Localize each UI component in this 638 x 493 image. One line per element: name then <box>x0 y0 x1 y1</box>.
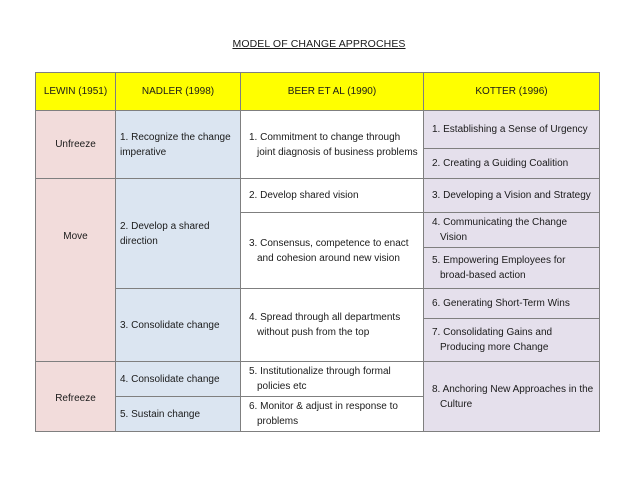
kotter-step-8-label: 8. Anchoring New Approaches in the Culture <box>432 383 594 410</box>
nadler-step-3-label: 3. Consolidate change <box>120 319 220 331</box>
change-models-table <box>35 72 600 432</box>
beer-step-1 <box>241 111 424 179</box>
nadler-step-1 <box>116 111 241 179</box>
nadler-step-2 <box>116 179 241 289</box>
beer-step-6 <box>241 397 424 432</box>
nadler-step-5-label: 5. Sustain change <box>120 408 201 420</box>
kotter-step-5 <box>424 248 600 289</box>
beer-step-1-label: 1. Commitment to change through joint diagnosis of business problems <box>249 131 418 158</box>
kotter-step-1-label: 1. Establishing a Sense of Urgency <box>432 124 588 135</box>
header-lewin: LEWIN (1951) <box>36 73 116 111</box>
beer-step-4 <box>241 289 424 362</box>
page-title: MODEL OF CHANGE APPROCHES <box>232 38 406 50</box>
kotter-step-3 <box>424 179 600 213</box>
table-row <box>36 111 600 149</box>
kotter-step-5-label: 5. Empowering Employees for broad-based action <box>432 255 566 281</box>
header-kotter: KOTTER (1996) <box>424 73 600 111</box>
nadler-step-5 <box>116 397 241 432</box>
header-nadler: NADLER (1998) <box>116 73 241 111</box>
nadler-step-2-label: 2. Develop a shared direction <box>120 220 210 247</box>
kotter-step-7 <box>424 319 600 362</box>
lewin-move <box>36 179 116 362</box>
lewin-refreeze <box>36 362 116 432</box>
beer-step-4-label: 4. Spread through all departments without push from the top <box>249 312 401 338</box>
nadler-step-3 <box>116 289 241 362</box>
lewin-refreeze-label: Refreeze <box>55 393 96 404</box>
table-row <box>36 289 600 319</box>
table-row <box>36 362 600 397</box>
kotter-step-7-label: 7. Consolidating Gains and Producing more Change <box>432 327 553 353</box>
nadler-step-1-label: 1. Recognize the change imperative <box>120 131 231 158</box>
kotter-step-3-label: 3. Developing a Vision and Strategy <box>432 190 591 201</box>
beer-step-2 <box>241 179 424 213</box>
beer-step-2-label: 2. Develop shared vision <box>249 190 359 201</box>
beer-step-3 <box>241 213 424 289</box>
lewin-move-label: Move <box>63 231 88 242</box>
table-row <box>36 179 600 213</box>
header-beer: BEER ET AL (1990) <box>241 73 424 111</box>
header-row <box>36 73 600 111</box>
nadler-step-4-label: 4. Consolidate change <box>120 373 220 385</box>
kotter-step-4-label: 4. Communicating the Change Vision <box>432 217 568 243</box>
lewin-unfreeze-label: Unfreeze <box>55 139 96 150</box>
beer-step-6-label: 6. Monitor & adjust in response to problems <box>249 401 398 427</box>
beer-step-5-label: 5. Institutionalize through formal policies etc <box>249 366 391 392</box>
kotter-step-8 <box>424 362 600 432</box>
kotter-step-2 <box>424 149 600 179</box>
beer-step-3-label: 3. Consensus, competence to enact and cohesion around new vision <box>249 237 409 264</box>
lewin-unfreeze <box>36 111 116 179</box>
beer-step-5 <box>241 362 424 397</box>
kotter-step-1 <box>424 111 600 149</box>
kotter-step-6 <box>424 289 600 319</box>
kotter-step-6-label: 6. Generating Short-Term Wins <box>432 298 570 309</box>
kotter-step-2-label: 2. Creating a Guiding Coalition <box>432 158 569 169</box>
kotter-step-4 <box>424 213 600 248</box>
nadler-step-4 <box>116 362 241 397</box>
